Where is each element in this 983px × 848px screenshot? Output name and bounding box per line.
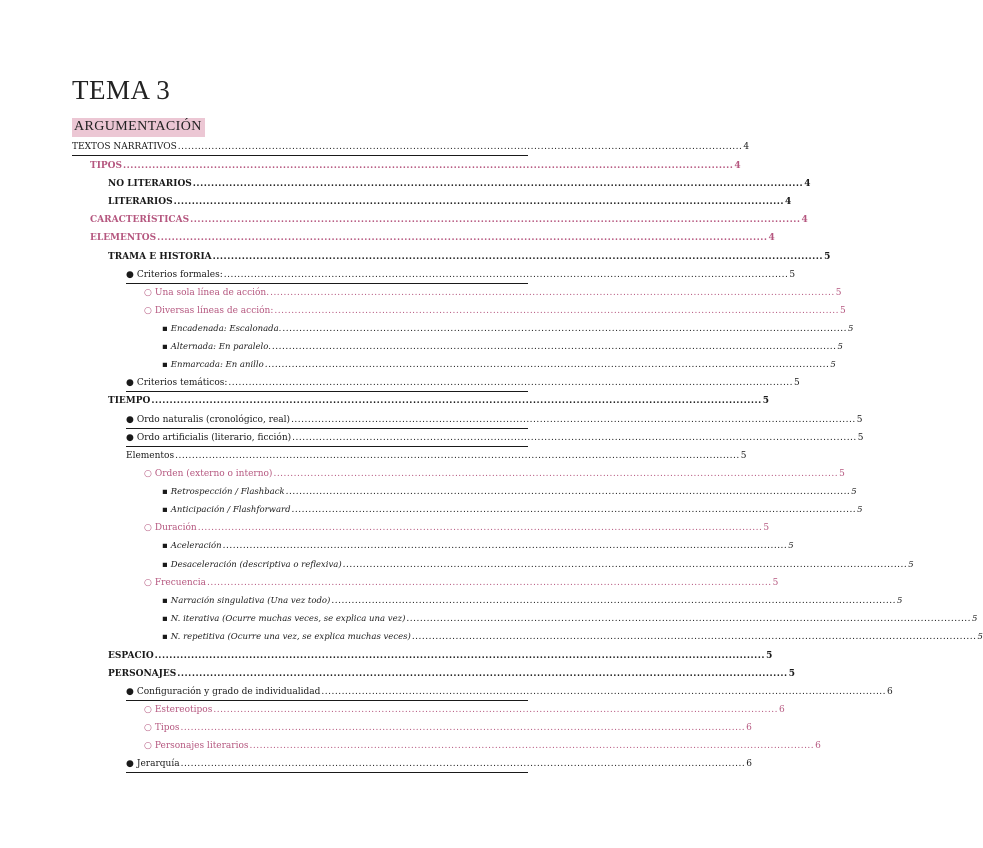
toc-label: Encadenada: Escalonada. <box>170 324 282 334</box>
toc-leader: ........................................................................................................................................................................ <box>192 179 804 189</box>
section-heading: ARGUMENTACIÓN <box>72 118 205 137</box>
bullet-icon: ● <box>126 687 134 697</box>
toc-label: Jerarquía <box>136 759 180 769</box>
toc-leader: ........................................................................................................................................................................ <box>285 487 851 497</box>
bullet-icon: ○ <box>144 469 152 479</box>
toc-label: ELEMENTOS <box>90 233 157 243</box>
bullet-icon: ○ <box>144 741 152 751</box>
toc-page-number: 5 <box>856 415 863 425</box>
toc-label: Retrospección / Flashback <box>170 487 285 497</box>
toc-label: LITERARIOS <box>108 197 173 207</box>
toc-entry-no-literarios[interactable] <box>108 175 811 193</box>
toc-entry-diversas-lineas[interactable] <box>144 302 846 320</box>
bullet-icon: ○ <box>144 523 152 533</box>
toc-page-number: 5 <box>830 360 836 370</box>
toc-leader: ........................................................................................................................................................................ <box>291 415 856 425</box>
toc-page-number: 5 <box>977 632 983 642</box>
bullet-icon: ▪ <box>162 487 168 497</box>
toc-page-number: 6 <box>746 723 752 733</box>
toc-page-number: 5 <box>766 651 773 661</box>
toc-page-number: 5 <box>772 578 779 588</box>
bullet-icon: ● <box>126 433 134 443</box>
toc-page-number: 5 <box>847 324 854 334</box>
bullet-icon: ○ <box>144 705 152 715</box>
bullet-icon: ○ <box>144 578 152 588</box>
toc-page-number: 5 <box>835 288 842 298</box>
toc-leader: ........................................................................................................................................................................ <box>222 541 788 551</box>
toc-page-number: 5 <box>763 523 770 533</box>
toc-leader: ........................................................................................................................................................................ <box>271 342 837 352</box>
toc-leader: ........................................................................................................................................................................ <box>273 469 839 479</box>
toc-leader: ........................................................................................................................................................................ <box>206 578 772 588</box>
toc-page-number: 4 <box>743 142 750 152</box>
toc-label: Una sola línea de acción. <box>154 288 270 298</box>
toc-leader: ........................................................................................................................................................................ <box>264 360 830 370</box>
bullet-icon: ▪ <box>162 596 168 606</box>
toc-entry-textos-narrativos[interactable] <box>72 138 750 156</box>
toc-entry-espacio[interactable] <box>108 647 773 665</box>
toc-label: Criterios temáticos: <box>136 378 228 388</box>
bullet-icon: ○ <box>144 288 152 298</box>
toc-page-number: 5 <box>824 252 831 262</box>
toc-entry-configuracion[interactable] <box>126 683 893 701</box>
toc-entry-ordo-naturalis[interactable] <box>126 411 863 429</box>
toc-page-number: 4 <box>734 161 741 171</box>
toc-leader: ........................................................................................................................................................................ <box>213 705 778 715</box>
bullet-icon: ● <box>126 415 134 425</box>
toc-entry-tipos-personajes[interactable] <box>144 719 752 737</box>
toc-leader: ........................................................................................................................................................................ <box>292 433 857 443</box>
toc-leader: ........................................................................................................................................................................ <box>331 596 896 606</box>
toc-entry-retrospeccion[interactable] <box>162 483 857 501</box>
toc-label: Configuración y grado de individualidad <box>136 687 321 697</box>
toc-entry-encadenada[interactable] <box>162 320 854 338</box>
toc-page-number: 5 <box>896 596 903 606</box>
toc-label: NO LITERARIOS <box>108 179 192 189</box>
toc-page-number: 6 <box>746 759 752 769</box>
toc-entry-elementos-tiempo[interactable] <box>126 447 747 465</box>
toc-entry-aceleracion[interactable] <box>162 537 794 555</box>
toc-entry-jerarquia[interactable] <box>126 755 752 773</box>
toc-label: Tipos <box>154 723 180 733</box>
toc-label: TEXTOS NARRATIVOS <box>72 142 177 152</box>
toc-entry-enmarcada[interactable] <box>162 356 836 374</box>
toc-page-number: 5 <box>840 306 846 316</box>
toc-leader: ........................................................................................................................................................................ <box>175 451 740 461</box>
bullet-icon: ▪ <box>162 324 168 334</box>
bullet-icon: ● <box>126 378 134 388</box>
toc-entry-trama-e-historia[interactable] <box>108 248 831 266</box>
toc-label: Duración <box>154 523 197 533</box>
toc-label: N. iterativa (Ocurre muchas veces, se explica una vez) <box>170 614 406 624</box>
toc-page-number: 5 <box>851 487 857 497</box>
toc-entry-frecuencia[interactable] <box>144 574 779 592</box>
toc-page-number: 5 <box>837 342 843 352</box>
toc-label: Estereotipos <box>154 705 213 715</box>
toc-entry-narracion-singulativa[interactable] <box>162 592 903 610</box>
toc-page-number: 5 <box>788 669 795 679</box>
bullet-icon: ▪ <box>162 614 168 624</box>
toc-entry-criterios-formales[interactable] <box>126 266 796 284</box>
toc-entry-personajes-literarios[interactable] <box>144 737 821 755</box>
toc-leader: ........................................................................................................................................................................ <box>291 505 857 515</box>
toc-page-number: 5 <box>972 614 978 624</box>
toc-page-number: 4 <box>801 215 808 225</box>
toc-entry-personajes[interactable] <box>108 665 795 683</box>
toc-label: Narración singulativa (Una vez todo) <box>170 596 331 606</box>
toc-label: CARACTERÍSTICAS <box>90 215 190 225</box>
toc-label: TRAMA E HISTORIA <box>108 252 212 262</box>
toc-page-number: 4 <box>804 179 811 189</box>
toc-page-number: 6 <box>778 705 785 715</box>
toc-entry-tiempo[interactable] <box>108 392 770 410</box>
toc-entry-elementos[interactable] <box>90 229 775 247</box>
toc-leader: ........................................................................................................................................................................ <box>282 324 847 334</box>
bullet-icon: ○ <box>144 306 152 316</box>
toc-page-number: 4 <box>785 197 792 207</box>
toc-page-number: 5 <box>789 270 796 280</box>
toc-entry-ordo-artificialis[interactable] <box>126 429 864 447</box>
toc-entry-tipos[interactable] <box>90 157 741 175</box>
bullet-icon: ▪ <box>162 560 168 570</box>
toc-label: Elementos <box>126 451 175 461</box>
bullet-icon: ▪ <box>162 505 168 515</box>
toc-page-number: 5 <box>857 433 864 443</box>
bullet-icon: ▪ <box>162 632 168 642</box>
toc-label: TIEMPO <box>108 396 151 406</box>
toc-entry-alternada[interactable] <box>162 338 843 356</box>
toc-leader: ........................................................................................................................................................................ <box>123 161 734 171</box>
toc-label: Alternada: En paralelo. <box>170 342 271 352</box>
toc-leader: ........................................................................................................................................................................ <box>228 378 794 388</box>
toc-leader: ........................................................................................................................................................................ <box>190 215 801 225</box>
toc-entry-literarios[interactable] <box>108 193 792 211</box>
toc-leader: ........................................................................................................................................................................ <box>180 759 746 769</box>
toc-leader: ........................................................................................................................................................................ <box>274 306 840 316</box>
toc-leader: ........................................................................................................................................................................ <box>197 523 763 533</box>
toc-page-number: 5 <box>794 378 800 388</box>
toc-entry-caracteristicas[interactable] <box>90 211 808 229</box>
bullet-icon: ● <box>126 270 134 280</box>
bullet-icon: ▪ <box>162 342 168 352</box>
toc-leader: ........................................................................................................................................................................ <box>177 142 743 152</box>
bullet-icon: ○ <box>144 723 152 733</box>
toc-label: ESPACIO <box>108 651 154 661</box>
toc-label: Enmarcada: En anillo <box>170 360 264 370</box>
toc-entry-estereotipos[interactable] <box>144 701 785 719</box>
toc-label: Ordo artificialis (literario, ficción) <box>136 433 292 443</box>
toc-leader: ........................................................................................................................................................................ <box>321 687 887 697</box>
toc-entry-desaceleracion[interactable] <box>162 556 914 574</box>
toc-page-number: 5 <box>788 541 794 551</box>
toc-label: Aceleración <box>170 541 222 551</box>
toc-entry-n-repetitiva[interactable] <box>162 628 983 646</box>
toc-leader: ........................................................................................................................................................................ <box>249 741 815 751</box>
toc-label: Ordo naturalis (cronológico, real) <box>136 415 291 425</box>
toc-label: TIPOS <box>90 161 123 171</box>
toc-label: Anticipación / Flashforward <box>170 505 291 515</box>
toc-label: Personajes literarios <box>154 741 249 751</box>
toc-entry-n-iterativa[interactable] <box>162 610 978 628</box>
toc-leader: ........................................................................................................................................................................ <box>223 270 789 280</box>
toc-page-number: 5 <box>740 451 747 461</box>
toc-label: Orden (externo o interno) <box>154 469 273 479</box>
bullet-icon: ▪ <box>162 360 168 370</box>
toc-page-number: 5 <box>762 396 770 406</box>
toc-leader: ........................................................................................................................................................................ <box>406 614 972 624</box>
toc-page-number: 4 <box>768 233 775 243</box>
toc-label: N. repetitiva (Ocurre una vez, se explica muchas veces) <box>170 632 411 642</box>
toc-leader: ........................................................................................................................................................................ <box>154 651 766 661</box>
toc-page-number: 5 <box>839 469 845 479</box>
toc-label: Frecuencia <box>154 578 206 588</box>
toc-leader: ........................................................................................................................................................................ <box>342 560 908 570</box>
toc-entry-criterios-tematicos[interactable] <box>126 374 800 392</box>
toc-leader: ........................................................................................................................................................................ <box>151 396 762 406</box>
toc-page-number: 6 <box>887 687 893 697</box>
bullet-icon: ▪ <box>162 541 168 551</box>
toc-page-number: 5 <box>857 505 863 515</box>
toc-leader: ........................................................................................................................................................................ <box>173 197 784 207</box>
toc-page-number: 6 <box>815 741 821 751</box>
toc-label: PERSONAJES <box>108 669 177 679</box>
toc-leader: ........................................................................................................................................................................ <box>212 252 824 262</box>
toc-label: Diversas líneas de acción: <box>154 306 274 316</box>
toc-entry-orden[interactable] <box>144 465 845 483</box>
toc-entry-anticipacion[interactable] <box>162 501 863 519</box>
toc-leader: ........................................................................................................................................................................ <box>180 723 746 733</box>
toc-label: Desaceleración (descriptiva o reflexiva) <box>170 560 342 570</box>
toc-leader: ........................................................................................................................................................................ <box>157 233 768 243</box>
toc-leader: ........................................................................................................................................................................ <box>411 632 977 642</box>
toc-entry-una-sola-linea[interactable] <box>144 284 842 302</box>
bullet-icon: ● <box>126 759 134 769</box>
toc-entry-duracion[interactable] <box>144 519 770 537</box>
page-title: TEMA 3 <box>72 75 171 105</box>
toc-page-number: 5 <box>908 560 914 570</box>
toc-leader: ........................................................................................................................................................................ <box>270 288 835 298</box>
toc-label: Criterios formales: <box>136 270 223 280</box>
toc-leader: ........................................................................................................................................................................ <box>177 669 788 679</box>
